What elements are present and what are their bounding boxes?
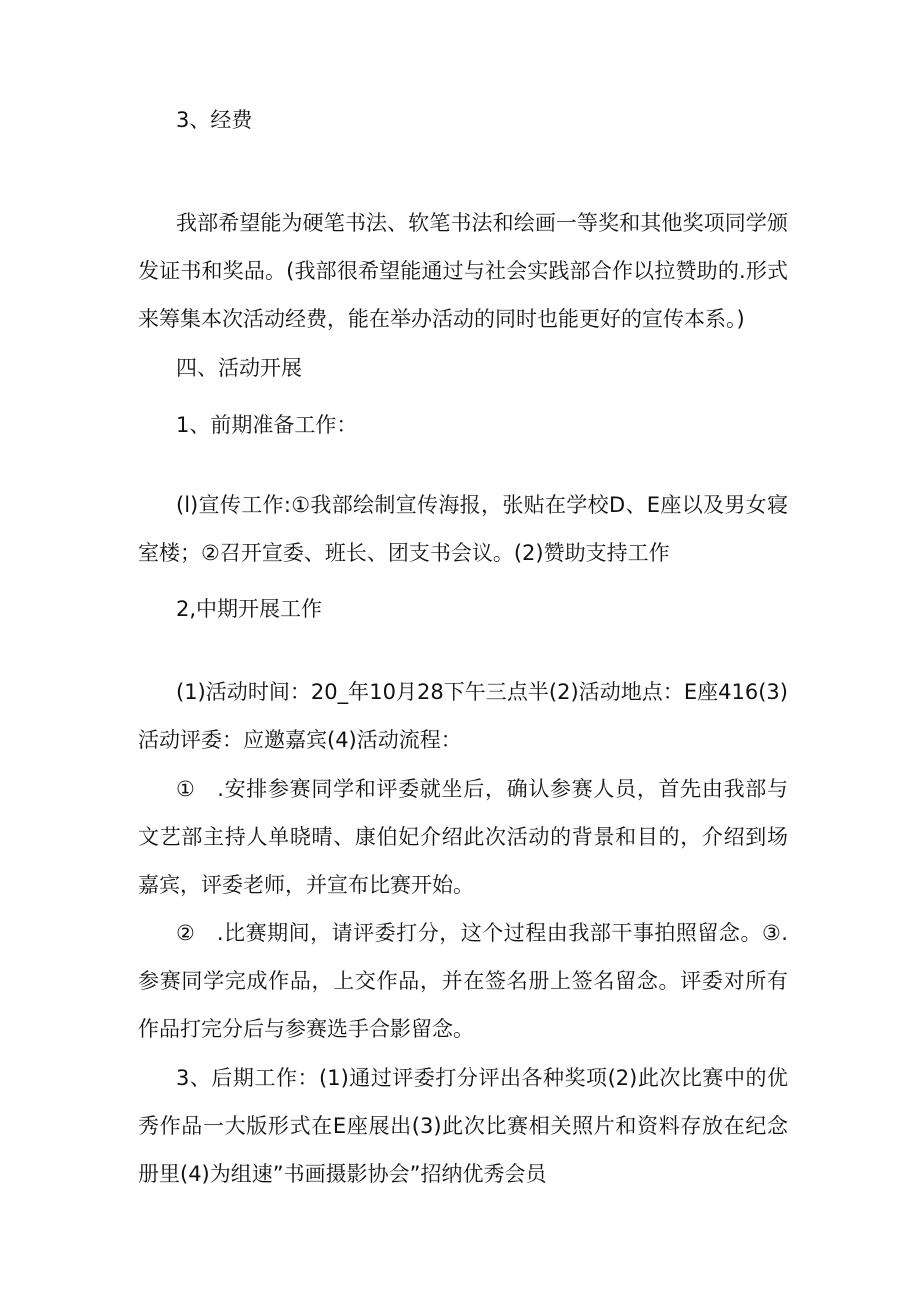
process-step-2: ② .比赛期间，请评委打分，这个过程由我部干事拍照留念。③.参赛同学完成作品，上交作品，并在签名册上签名留念。评委对所有作品打完分后与参赛选手合影留念。	[138, 921, 788, 1041]
funding-paragraph: 我部希望能为硬笔书法、软笔书法和绘画一等奖和其他奖项同学颁发证书和奖品。(我部很希望能通过与社会实践部合作以拉赞助的.形式来筹集本次活动经费，能在举办活动的同时也能更好的宣传本系。)	[138, 211, 788, 331]
mid-work-title: 2,中期开展工作	[176, 597, 323, 621]
mid-work-paragraph: (1)活动时间：20_年10月28下午三点半(2)活动地点：E座416(3)活动评委：应邀嘉宾(4)活动流程：	[138, 680, 788, 752]
late-work-paragraph: 3、后期工作：(1)通过评委打分评出各种奖项(2)此次比赛中的优秀作品一大版形式在E座展出(3)此次比赛相关照片和资料存放在纪念册里(4)为组速”书画摄影协会”招纳优秀会员	[138, 1066, 788, 1186]
process-step-1: ① .安排参赛同学和评委就坐后，确认参赛人员，首先由我部与文艺部主持人单晓晴、康伯妃介绍此次活动的背景和目的，介绍到场嘉宾，评委老师，并宣布比赛开始。	[138, 777, 788, 897]
section-four-title: 四、活动开展	[176, 356, 302, 380]
prep-work-title: 1、前期准备工作：	[176, 413, 358, 437]
prep-work-paragraph: (l)宣传工作:①我部绘制宣传海报，张贴在学校D、E座以及男女寝室楼；②召开宣委、班长、团支书会议。(2)赞助支持工作	[138, 493, 788, 565]
section-funding-title: 3、经费	[176, 108, 253, 132]
